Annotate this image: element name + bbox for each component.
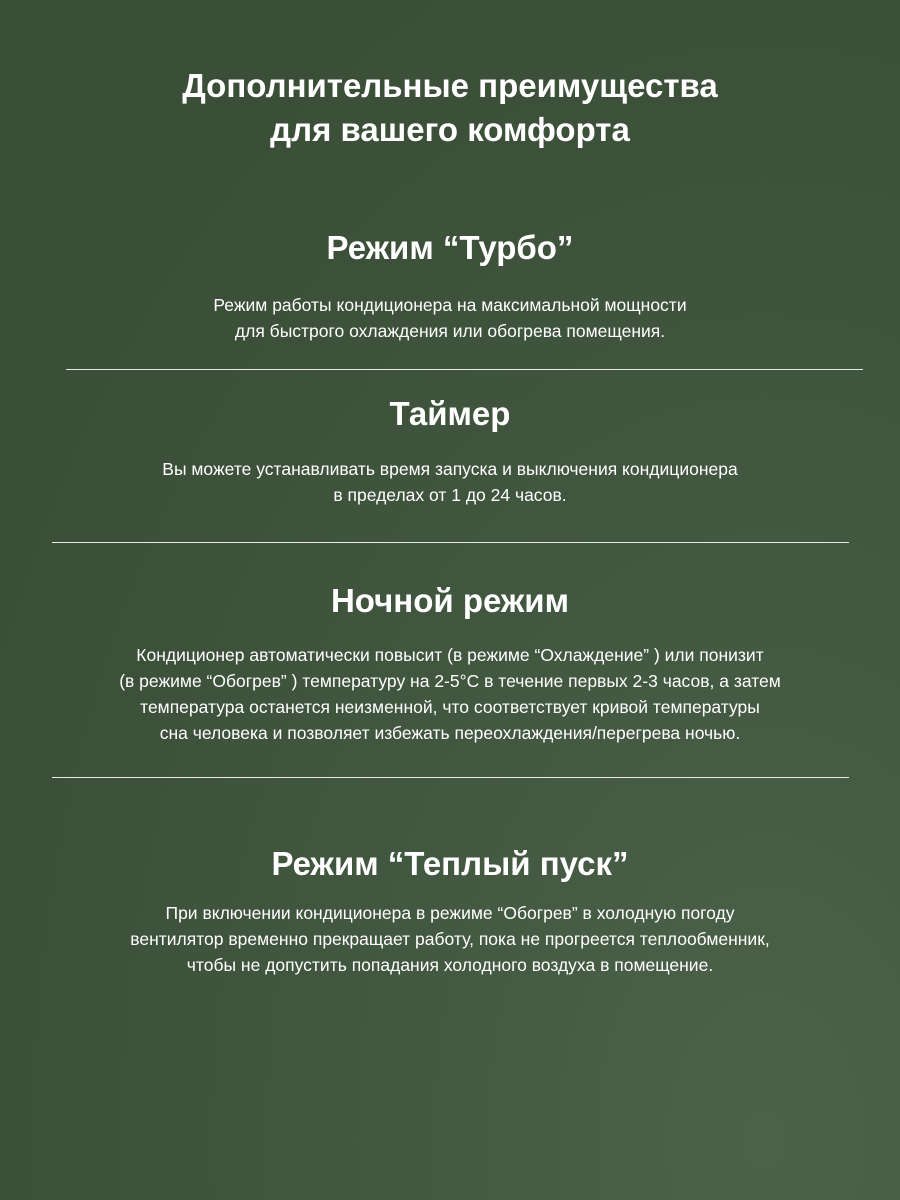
section-timer (0, 394, 900, 508)
section-title-turbo: Режим “Турбо” (326, 229, 574, 266)
divider (52, 777, 849, 778)
description-line: (в режиме “Обогрев” ) температуру на 2-5°С в течение первых 2-3 часов, а затем (119, 671, 781, 691)
description-line: сна человека и позволяет избежать переохлаждения/перегрева ночью. (159, 723, 741, 743)
section-description-turbo (0, 292, 900, 344)
divider (52, 542, 849, 543)
description-line: чтобы не допустить попадания холодного воздуха в помещение. (186, 955, 714, 975)
description-line: вентилятор временно прекращает работу, пока не прогреется теплообменник, (130, 929, 770, 949)
divider (66, 369, 863, 370)
description-line: Вы можете устанавливать время запуска и выключения кондиционера (162, 459, 738, 479)
description-line: для быстрого охлаждения или обогрева помещения. (234, 321, 666, 341)
section-description-warm-start (0, 900, 900, 978)
section-description-timer (0, 456, 900, 508)
description-line: в пределах от 1 до 24 часов. (333, 485, 567, 505)
section-night-mode (0, 581, 900, 746)
section-warm-start (0, 844, 900, 978)
section-turbo (0, 228, 900, 344)
description-line: Режим работы кондиционера на максимальной мощности (213, 295, 687, 315)
section-title-warm-start: Режим “Теплый пуск” (271, 845, 629, 882)
page-title-line-2: для вашего комфорта (270, 111, 630, 148)
page-title-line-1: Дополнительные преимущества (182, 67, 718, 104)
description-line: Кондиционер автоматически повысит (в режиме “Охлаждение” ) или понизит (136, 645, 764, 665)
section-title-timer: Таймер (389, 395, 511, 432)
section-title-night-mode: Ночной режим (330, 582, 570, 619)
description-line: температура останется неизменной, что соответствует кривой температуры (140, 697, 760, 717)
description-line: При включении кондиционера в режиме “Обогрев” в холодную погоду (165, 903, 735, 923)
section-description-night-mode (0, 642, 900, 746)
page-title (0, 64, 900, 152)
